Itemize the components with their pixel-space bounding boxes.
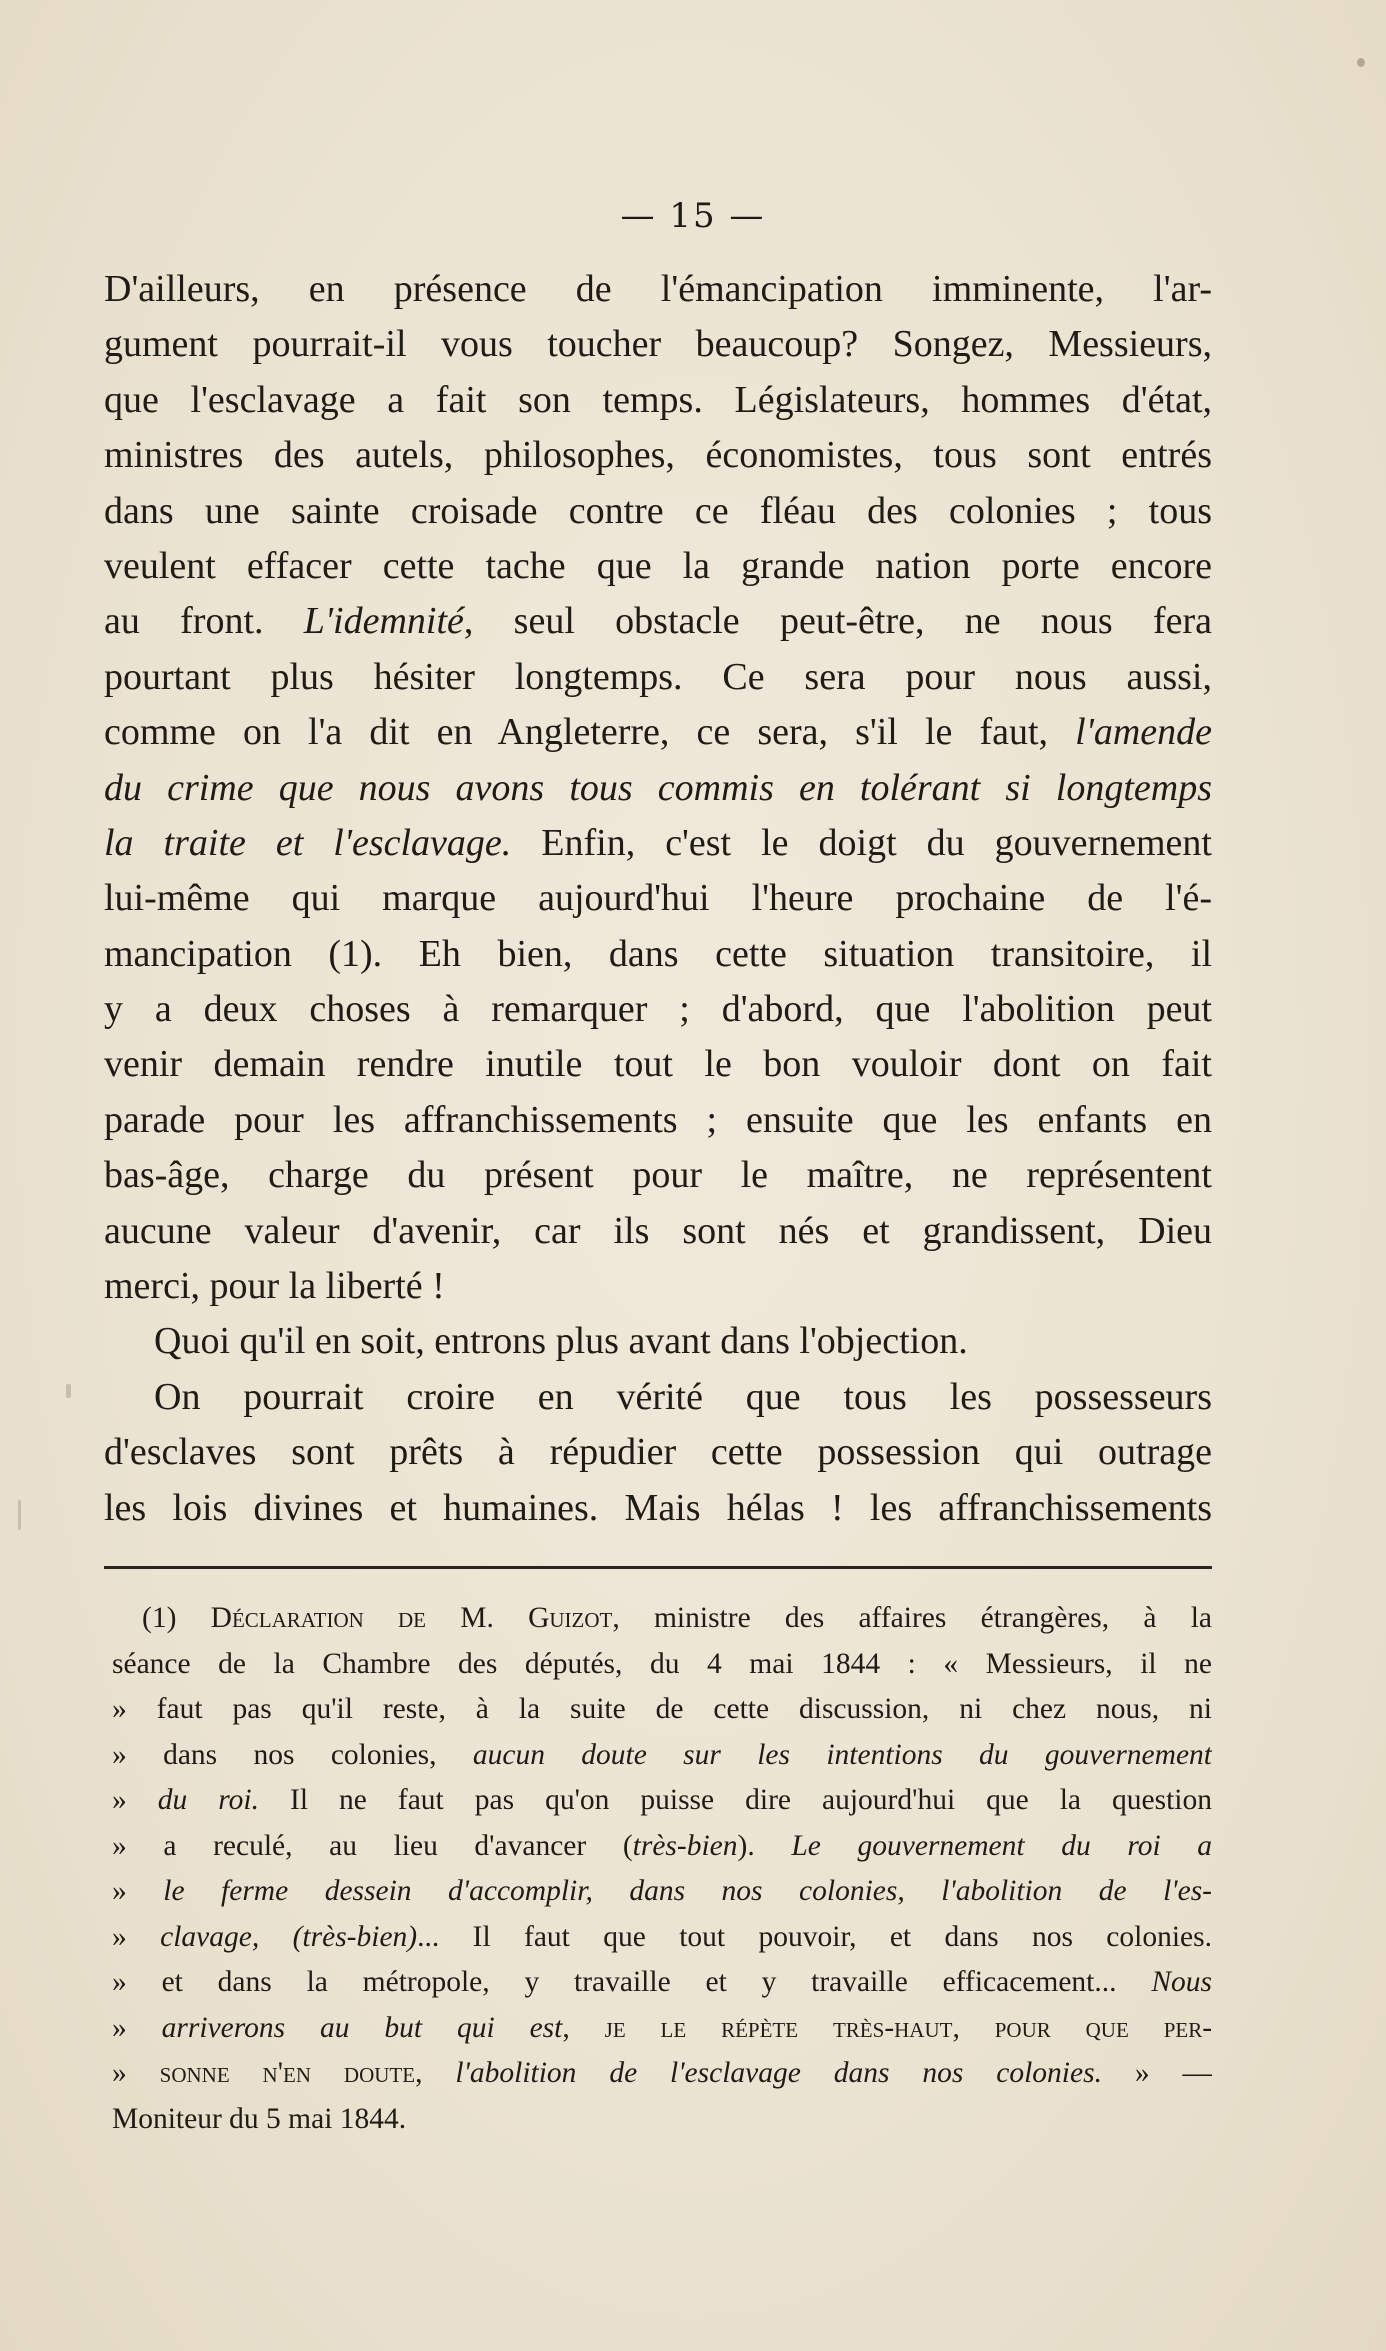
footnote-line: » arriverons au but qui est, je le répète très-haut, pour que per- xyxy=(112,2011,1212,2044)
text-line: bas-âge, charge du présent pour le maître, ne représentent xyxy=(104,1154,1212,1197)
paper-speck xyxy=(1357,58,1365,67)
text-line: ministres des autels, philosophes, économistes, tous sont entrés xyxy=(104,434,1212,477)
text-line: du crime que nous avons tous commis en tolérant si longtemps xyxy=(104,766,1212,809)
text-line: pourtant plus hésiter longtemps. Ce sera pour nous aussi, xyxy=(104,655,1212,698)
footnote-line: » sonne n'en doute, l'abolition de l'esclavage dans nos colonies. » — xyxy=(112,2057,1212,2089)
paper-speck xyxy=(66,1384,71,1398)
text-line: les lois divines et humaines. Mais hélas ! les affranchissements xyxy=(104,1486,1212,1529)
text-line: aucune valeur d'avenir, car ils sont nés et grandissent, Dieu xyxy=(104,1209,1212,1252)
text-line: veulent effacer cette tache que la grande nation porte encore xyxy=(104,544,1212,587)
text-line: la traite et l'esclavage. Enfin, c'est le doigt du gouvernement xyxy=(104,821,1212,864)
text-line: merci, pour la liberté ! xyxy=(104,1265,445,1308)
footnote-line: » du roi. Il ne faut pas qu'on puisse dire aujourd'hui que la question xyxy=(112,1784,1212,1816)
footnote-line: Moniteur du 5 mai 1844. xyxy=(112,2102,407,2135)
footnote-line: » dans nos colonies, aucun doute sur les intentions du gouvernement xyxy=(112,1738,1212,1771)
text-line: comme on l'a dit en Angleterre, ce sera, s'il le faut, l'amende xyxy=(104,711,1212,754)
text-line: lui-même qui marque aujourd'hui l'heure prochaine de l'é- xyxy=(104,877,1212,920)
footnote-line: (1) Déclaration de M. Guizot, ministre des affaires étrangères, à la xyxy=(142,1602,1212,1634)
footnote-line: » le ferme dessein d'accomplir, dans nos colonies, l'abolition de l'es- xyxy=(112,1875,1212,1907)
text-line: d'esclaves sont prêts à répudier cette possession qui outrage xyxy=(104,1431,1212,1474)
footnote-line: » faut pas qu'il reste, à la suite de cette discussion, ni chez nous, ni xyxy=(112,1693,1212,1725)
text-line: Quoi qu'il en soit, entrons plus avant dans l'objection. xyxy=(154,1320,968,1363)
text-line: D'ailleurs, en présence de l'émancipation imminente, l'ar- xyxy=(104,268,1212,310)
page-number: — 15 — xyxy=(620,196,766,236)
footnote-separator xyxy=(104,1566,1212,1569)
text-line: gument pourrait-il vous toucher beaucoup? Songez, Messieurs, xyxy=(104,323,1212,366)
text-line: On pourrait croire en vérité que tous les possesseurs xyxy=(154,1375,1212,1418)
footnote-line: » et dans la métropole, y travaille et y travaille efficacement... Nous xyxy=(112,1966,1212,1998)
text-line: que l'esclavage a fait son temps. Législateurs, hommes d'état, xyxy=(104,378,1212,421)
text-line: au front. L'idemnité, seul obstacle peut-être, ne nous fera xyxy=(104,600,1212,643)
text-line: mancipation (1). Eh bien, dans cette situation transitoire, il xyxy=(104,932,1212,975)
text-line: venir demain rendre inutile tout le bon vouloir dont on fait xyxy=(104,1043,1212,1086)
footnote xyxy=(112,1596,1212,2142)
text-line: dans une sainte croisade contre ce fléau des colonies ; tous xyxy=(104,489,1212,532)
text-line: y a deux choses à remarquer ; d'abord, que l'abolition peut xyxy=(104,988,1212,1031)
footnote-line: » a reculé, au lieu d'avancer (très-bien). Le gouvernement du roi a xyxy=(112,1829,1212,1862)
footnote-line: séance de la Chambre des députés, du 4 mai 1844 : « Messieurs, il ne xyxy=(112,1647,1212,1680)
text-line: parade pour les affranchissements ; ensuite que les enfants en xyxy=(104,1098,1212,1141)
footnote-line: » clavage, (très-bien)... Il faut que tout pouvoir, et dans nos colonies. xyxy=(112,1920,1212,1953)
paper-speck xyxy=(18,1500,21,1530)
main-text xyxy=(104,262,1212,1536)
